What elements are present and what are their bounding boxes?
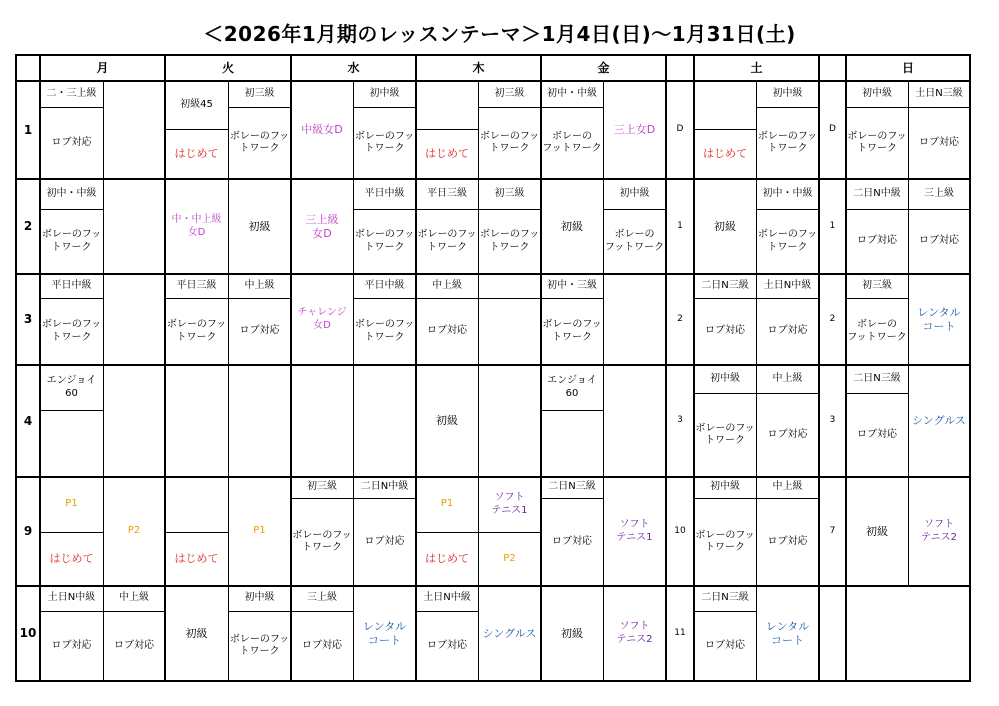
lesson-theme: ロブ対応	[767, 535, 808, 547]
day-header-wed: 水	[347, 60, 360, 75]
slot-number: 7	[829, 525, 836, 536]
lesson-level: 初中級	[772, 87, 803, 99]
grid-line	[693, 54, 695, 682]
grid-line	[103, 81, 104, 681]
lesson-theme: はじめて	[49, 552, 94, 566]
lesson-special: ソフト テニス1	[491, 492, 528, 516]
grid-line	[603, 81, 604, 681]
lesson-theme: ボレーのフットワーク	[479, 130, 540, 154]
grid-line	[846, 107, 970, 108]
day-header-sat: 土	[750, 60, 763, 75]
row-label-10: 10	[19, 626, 37, 640]
lesson-theme: ボレーのフットワーク	[542, 319, 602, 343]
lesson-theme: ボレーの フットワーク	[542, 130, 602, 154]
lesson-level: 初中級	[710, 481, 740, 493]
lesson-level: 二・三上級	[46, 87, 97, 99]
grid-line	[16, 364, 971, 366]
slot-number: 3	[829, 415, 836, 426]
lesson-level: 初中級	[619, 187, 650, 199]
lesson-level: 初級	[436, 414, 458, 428]
lesson-level: エンジョイ 60	[547, 375, 597, 399]
slot-number: 3	[677, 415, 683, 426]
lesson-level: 初三級	[307, 481, 337, 493]
lesson-special: レンタル コート	[917, 305, 961, 333]
lesson-level: 初中・中級	[46, 187, 97, 199]
lesson-theme: はじめて	[703, 147, 747, 161]
grid-line	[15, 54, 17, 682]
grid-line	[818, 54, 820, 682]
lesson-level: 初級45	[180, 98, 213, 110]
lesson-theme: ボレーのフットワーク	[695, 422, 755, 446]
row-label-1: 1	[23, 122, 33, 137]
lesson-level: 土日N中級	[47, 592, 96, 604]
lesson-level: 初級	[714, 219, 736, 233]
slot-number: 1	[677, 220, 683, 231]
lesson-level: 初三級	[494, 87, 525, 99]
lesson-theme: ロブ対応	[427, 325, 467, 337]
grid-line	[478, 107, 541, 108]
slot-number: D	[829, 124, 836, 135]
grid-line	[603, 209, 666, 210]
lesson-level: 初級	[185, 626, 208, 640]
lesson-level: 土日N三級	[915, 87, 963, 99]
lesson-level: P2	[503, 552, 516, 564]
slot-number: 2	[829, 313, 836, 324]
lesson-level: 平日中級	[364, 187, 405, 199]
lesson-level: P2	[127, 525, 141, 537]
lesson-level: 初三級	[244, 87, 275, 99]
grid-line	[846, 393, 908, 394]
lesson-level: 中上級	[119, 592, 149, 604]
lesson-theme: はじめて	[425, 147, 469, 161]
grid-line	[353, 298, 541, 299]
lesson-theme: ボレーの フットワーク	[604, 229, 665, 253]
grid-line	[40, 532, 103, 533]
grid-line	[694, 393, 819, 394]
grid-line	[541, 298, 603, 299]
lesson-level: 中上級	[432, 279, 462, 291]
grid-line	[165, 298, 291, 299]
lesson-level: 三上級	[307, 592, 337, 604]
lesson-special: ソフト テニス1	[616, 519, 653, 543]
grid-line	[353, 107, 416, 108]
lesson-special: 中・中上級 女D	[171, 214, 222, 238]
lesson-level: 土日N中級	[423, 592, 471, 604]
lesson-theme: ロブ対応	[51, 136, 92, 148]
lesson-level: 初中級	[369, 87, 400, 99]
lesson-theme: ボレーのフットワーク	[354, 319, 415, 343]
lesson-special: レンタル コート	[765, 619, 810, 647]
slot-number: 1	[829, 220, 836, 231]
lesson-level: 中上級	[772, 481, 803, 493]
grid-line	[541, 107, 603, 108]
grid-line	[16, 476, 971, 478]
day-header-sun: 日	[901, 60, 914, 75]
lesson-special: レンタル コート	[362, 619, 407, 647]
grid-line	[478, 81, 479, 681]
grid-line	[39, 54, 41, 682]
lesson-theme: ボレーのフットワーク	[41, 229, 102, 253]
lesson-theme: ボレーのフットワーク	[847, 130, 907, 154]
lesson-level: 初三級	[494, 187, 525, 199]
grid-line	[541, 498, 603, 499]
lesson-theme: ボレーのフットワーク	[229, 633, 290, 657]
slot-number: 2	[677, 313, 683, 324]
slot-number: 11	[674, 627, 686, 638]
lesson-level: 初級	[248, 219, 271, 233]
grid-line	[40, 611, 165, 612]
lesson-theme: ロブ対応	[302, 639, 342, 651]
grid-line	[16, 680, 971, 682]
grid-line	[416, 129, 478, 130]
lesson-theme: ロブ対応	[364, 535, 405, 547]
lesson-level: 初三級	[862, 279, 892, 291]
grid-line	[16, 80, 971, 82]
lesson-theme: ロブ対応	[919, 235, 959, 247]
row-label-9: 9	[23, 524, 33, 538]
lesson-theme: ボレーのフットワーク	[695, 529, 755, 553]
lesson-level: 初中級	[862, 87, 892, 99]
grid-line	[40, 209, 103, 210]
lesson-level: 二日N中級	[360, 481, 409, 493]
lesson-special: ソフト テニス2	[921, 519, 957, 543]
lesson-level: 二日N三級	[701, 592, 749, 604]
lesson-theme: ロブ対応	[919, 136, 959, 148]
grid-line	[228, 81, 229, 681]
lesson-level: 二日N三級	[548, 481, 596, 493]
lesson-theme: ボレーのフットワーク	[354, 229, 415, 253]
grid-line	[40, 410, 103, 411]
lesson-level: 初級	[561, 626, 583, 640]
lesson-theme: ロブ対応	[239, 325, 280, 337]
grid-line	[540, 54, 542, 682]
lesson-level: 平日三級	[176, 279, 217, 291]
lesson-theme: ボレーのフットワーク	[417, 229, 477, 253]
lesson-level: 平日中級	[51, 279, 92, 291]
grid-line	[969, 54, 971, 682]
lesson-theme: ロブ対応	[51, 639, 92, 651]
lesson-theme: ボレーのフットワーク	[41, 319, 102, 343]
lesson-special: 三上女D	[613, 123, 656, 137]
grid-line	[16, 178, 971, 180]
day-header-tue: 火	[221, 60, 234, 75]
lesson-theme: ロブ対応	[552, 535, 592, 547]
lesson-theme: ロブ対応	[767, 325, 808, 337]
lesson-theme: ボレーのフットワーク	[757, 130, 818, 154]
grid-line	[40, 107, 103, 108]
lesson-level: 三上級	[924, 187, 954, 199]
lesson-level: P1	[65, 498, 78, 510]
grid-line	[353, 81, 354, 681]
lesson-level: 初中・中級	[547, 87, 597, 99]
lesson-theme: ボレーのフットワーク	[292, 529, 352, 553]
lesson-level: 初級	[866, 524, 888, 538]
grid-line	[290, 54, 292, 682]
grid-line	[415, 54, 417, 682]
row-label-3: 3	[23, 312, 33, 326]
grid-line	[694, 498, 819, 499]
lesson-theme: ロブ対応	[857, 235, 897, 247]
grid-line	[846, 209, 970, 210]
grid-line	[16, 54, 971, 56]
lesson-level: エンジョイ 60	[46, 375, 97, 399]
grid-line	[694, 298, 819, 299]
lesson-level: 二日N三級	[853, 372, 901, 384]
lesson-theme: ロブ対応	[857, 428, 897, 440]
grid-line	[908, 81, 909, 586]
day-header-thu: 木	[472, 60, 485, 75]
lesson-level: 初中級	[710, 372, 740, 384]
lesson-theme: ロブ対応	[767, 428, 808, 440]
lesson-level: P1	[440, 498, 454, 510]
page-title: ＜2026年1月期のレッスンテーマ＞1月4日(日)～1月31日(土)	[203, 22, 796, 46]
lesson-theme: ロブ対応	[427, 639, 467, 651]
grid-line	[756, 209, 819, 210]
row-label-4: 4	[23, 413, 33, 428]
lesson-special: 三上級 女D	[305, 212, 339, 240]
grid-line	[541, 410, 603, 411]
lesson-level: 初中級	[244, 592, 275, 604]
grid-line	[228, 107, 291, 108]
lesson-theme: ボレーのフットワーク	[479, 229, 540, 253]
grid-line	[694, 129, 756, 130]
lesson-special: シングルス	[482, 626, 537, 640]
lesson-theme: ロブ対応	[114, 639, 154, 651]
lesson-level: 平日中級	[364, 279, 405, 291]
grid-line	[164, 54, 166, 682]
grid-line	[756, 81, 757, 681]
lesson-theme: はじめて	[174, 147, 219, 161]
lesson-level: 土日N中級	[763, 279, 812, 291]
lesson-theme: ボレーのフットワーク	[354, 130, 415, 154]
grid-line	[165, 129, 228, 130]
grid-line	[228, 611, 353, 612]
grid-line	[665, 54, 667, 682]
lesson-theme: ロブ対応	[705, 639, 745, 651]
lesson-special: 中級女D	[301, 123, 343, 137]
lesson-special: ソフト テニス2	[616, 621, 653, 645]
lesson-level: 初中・中級	[762, 187, 813, 199]
lesson-special: シングルス	[912, 414, 966, 428]
lesson-theme: ボレーのフットワーク	[229, 130, 290, 154]
lesson-theme: はじめて	[174, 552, 219, 566]
grid-line	[416, 611, 478, 612]
lesson-theme: ボレーの フットワーク	[847, 319, 907, 343]
lesson-level: 中上級	[244, 279, 275, 291]
grid-line	[756, 107, 819, 108]
slot-number: D	[676, 124, 684, 135]
lesson-level: P1	[253, 525, 266, 537]
lesson-theme: ボレーのフットワーク	[166, 319, 227, 343]
grid-line	[416, 532, 541, 533]
grid-line	[40, 298, 103, 299]
grid-line	[16, 585, 971, 587]
day-header-fri: 金	[597, 60, 610, 75]
lesson-theme: ボレーのフットワーク	[757, 229, 818, 253]
lesson-theme: ロブ対応	[705, 325, 745, 337]
lesson-special: チャレンジ 女D	[297, 307, 347, 331]
grid-line	[846, 298, 908, 299]
grid-line	[353, 209, 541, 210]
lesson-level: 初中・三級	[547, 279, 597, 291]
slot-number: 10	[674, 525, 686, 536]
lesson-theme: はじめて	[425, 552, 469, 566]
lesson-level: 平日三級	[427, 187, 467, 199]
lesson-level: 二日N三級	[701, 279, 749, 291]
row-label-2: 2	[23, 219, 33, 233]
grid-line	[845, 54, 847, 682]
grid-line	[165, 532, 228, 533]
grid-line	[694, 611, 756, 612]
lesson-level: 二日N中級	[853, 187, 901, 199]
grid-line	[291, 498, 416, 499]
lesson-level: 初級	[561, 219, 583, 233]
lesson-level: 中上級	[772, 372, 803, 384]
grid-line	[16, 273, 971, 275]
day-header-mon: 月	[96, 60, 109, 75]
